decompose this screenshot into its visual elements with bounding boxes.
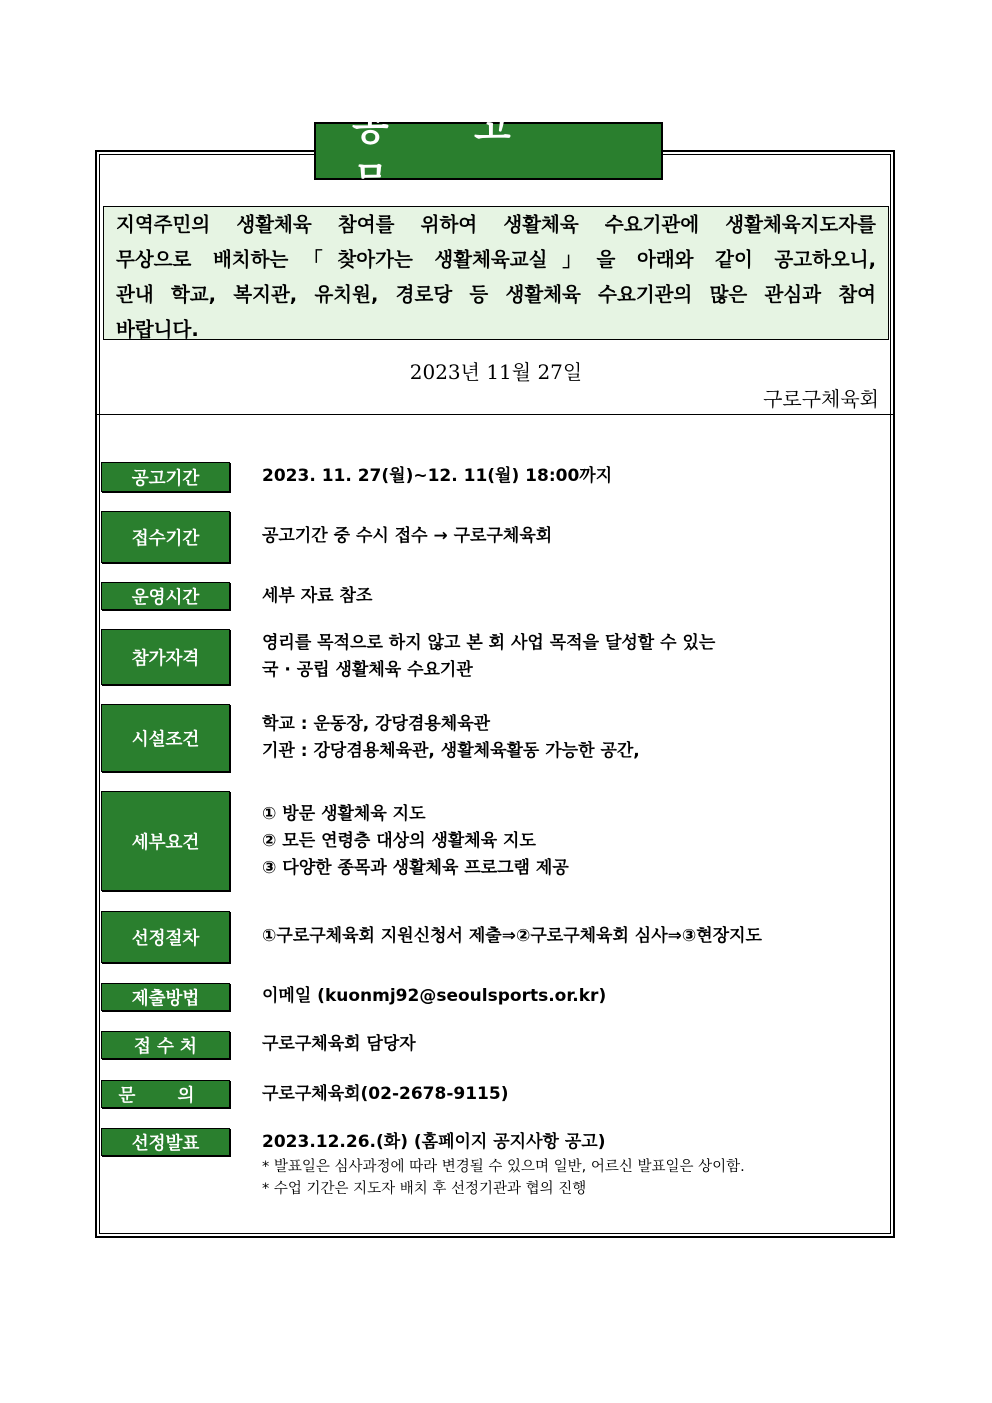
submission-method-value [262, 983, 606, 1010]
label-detailed-requirements: 세부요건 [101, 791, 230, 891]
label-selection-procedure: 선정절차 [101, 911, 230, 963]
receipt-period-value [262, 523, 552, 550]
label-facility-conditions: 시설조건 [101, 704, 230, 772]
value-line: ③ 다양한 종목과 생활체육 프로그램 제공 [262, 858, 569, 878]
label-eligibility: 참가자격 [101, 629, 230, 685]
value-line: 구로구체육회(02-2678-9115) [262, 1084, 509, 1104]
label-submission-method: 제출방법 [101, 983, 230, 1011]
label-notice-period: 공고기간 [101, 462, 230, 492]
selection-announcement-value [262, 1129, 745, 1200]
inquiry-value [262, 1081, 508, 1108]
value-line: 구로구체육회 담당자 [262, 1034, 416, 1054]
facility-conditions-value [262, 711, 640, 765]
intro-line: 무상으로 배치하는「찾아가는 생활체육교실」을 아래와 같이 공고하오니, [116, 248, 876, 271]
value-line: ② 모든 연령층 대상의 생활체육 지도 [262, 831, 536, 851]
label-operating-hours: 운영시간 [101, 582, 230, 610]
notice-title: 공 고 문 [314, 122, 663, 180]
notice-period-value [262, 463, 612, 490]
value-line: 영리를 목적으로 하지 않고 본 회 사업 목적을 달성할 수 있는 [262, 633, 716, 653]
value-line: 2023.12.26.(화) (홈페이지 공지사항 공고) [262, 1132, 606, 1152]
label-receiving-office: 접 수 처 [101, 1031, 230, 1059]
operating-hours-value [262, 583, 372, 610]
intro-line: 바랍니다. [116, 318, 199, 341]
value-line: ①구로구체육회 지원신청서 제출⇒②구로구체육회 심사⇒③현장지도 [262, 926, 762, 946]
announcement-note: * 발표일은 심사과정에 따라 변경될 수 있으며 일반, 어르신 발표일은 상이함. [262, 1159, 745, 1175]
label-selection-announcement: 선정발표 [101, 1128, 230, 1156]
label-inquiry: 문 의 [101, 1080, 230, 1108]
eligibility-value [262, 630, 715, 684]
announcement-note: * 수업 기간은 지도자 배치 후 선정기관과 협의 진행 [262, 1181, 587, 1197]
receiving-office-value [262, 1031, 416, 1058]
value-line: 기관 : 강당겸용체육관, 생활체육활동 가능한 공간, [262, 741, 640, 761]
value-line: 세부 자료 참조 [262, 586, 373, 606]
intro-line: 관내 학교, 복지관, 유치원, 경로당 등 생활체육 수요기관의 많은 관심과 참여 [116, 283, 876, 306]
intro-box [103, 206, 889, 340]
notice-date: 2023년 11월 27일 [409, 360, 583, 384]
value-line: 국 · 공립 생활체육 수요기관 [262, 660, 473, 680]
value-line: 2023. 11. 27(월)~12. 11(월) 18:00까지 [262, 466, 613, 486]
value-line: 이메일 (kuonmj92@seoulsports.or.kr) [262, 986, 607, 1006]
selection-procedure-value [262, 923, 762, 950]
intro-line: 지역주민의 생활체육 참여를 위하여 생활체육 수요기관에 생활체육지도자를 [116, 213, 876, 236]
value-line: ① 방문 생활체육 지도 [262, 804, 426, 824]
value-line: 학교 : 운동장, 강당겸용체육관 [262, 714, 491, 734]
section-divider [97, 414, 893, 415]
value-line: 공고기간 중 수시 접수 → 구로구체육회 [262, 526, 553, 546]
notice-organization: 구로구체육회 [763, 387, 879, 411]
label-receipt-period: 접수기간 [101, 511, 230, 563]
detailed-requirements-value [262, 801, 569, 882]
